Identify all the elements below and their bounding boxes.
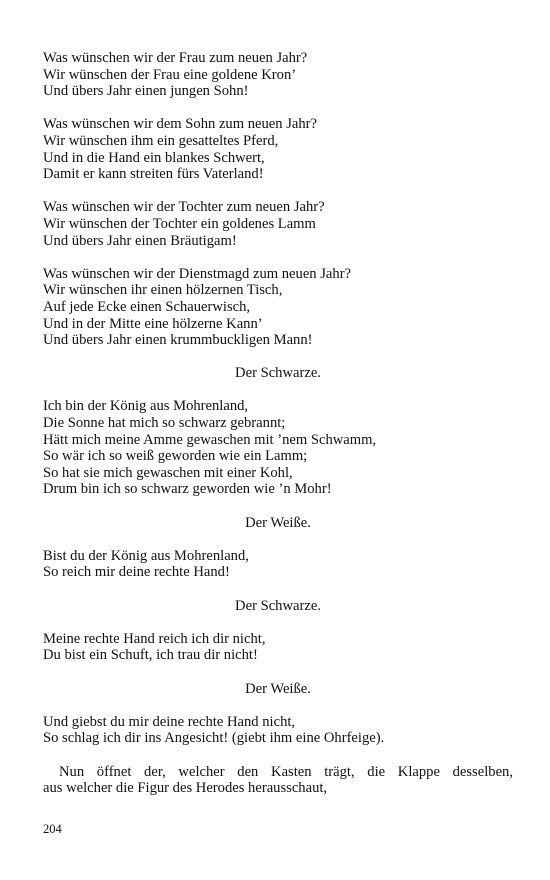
verse-line: Ich bin der König aus Mohrenland,	[43, 398, 249, 415]
verse-stanza	[43, 116, 513, 182]
verse-stanza	[43, 398, 513, 498]
verse-stanza	[43, 548, 513, 581]
verse-line: Damit er kann streiten fürs Vaterland!	[43, 166, 264, 183]
verse-stanza	[43, 266, 513, 349]
prose-line: Nun öffnet der, welcher den Kasten trägt, die Klappe desselben,	[59, 763, 513, 780]
verse-line: Was wünschen wir der Tochter zum neuen Jahr?	[43, 199, 325, 216]
verse-stanza	[43, 631, 513, 664]
verse-line: Und übers Jahr einen krummbuckligen Mann!	[43, 332, 313, 349]
page-number: 204	[43, 822, 62, 836]
verse-stanza	[43, 199, 513, 249]
verse-line: So hat sie mich gewaschen mit einer Kohl,	[43, 464, 293, 481]
prose-paragraph	[43, 764, 513, 797]
verse-stanza	[43, 50, 513, 100]
speaker-heading: Der Schwarze.	[235, 597, 321, 614]
verse-line: Die Sonne hat mich so schwarz gebrannt;	[43, 415, 286, 432]
verse-line: Was wünschen wir dem Sohn zum neuen Jahr?	[43, 116, 318, 133]
speaker-heading: Der Weiße.	[245, 514, 311, 531]
verse-line: Und übers Jahr einen Bräutigam!	[43, 232, 237, 249]
verse-line: Wir wünschen ihr einen hölzernen Tisch,	[43, 282, 283, 299]
speaker-heading: Der Schwarze.	[235, 365, 321, 382]
verse-line: Wir wünschen der Tochter ein goldenes Lamm	[43, 215, 316, 232]
verse-line: Wir wünschen der Frau eine goldene Kron’	[43, 66, 297, 83]
verse-line: Und übers Jahr einen jungen Sohn!	[43, 83, 249, 100]
verse-line: Und in der Mitte eine hölzerne Kann’	[43, 315, 263, 332]
verse-line: Meine rechte Hand reich ich dir nicht,	[43, 630, 266, 647]
verse-line: Drum bin ich so schwarz geworden wie ’n Mohr!	[43, 481, 332, 498]
verse-line: Du bist ein Schuft, ich trau dir nicht!	[43, 647, 258, 664]
verse-line: Bist du der König aus Mohrenland,	[43, 547, 249, 564]
verse-line: Was wünschen wir der Frau zum neuen Jahr?	[43, 50, 308, 66]
verse-stanza	[43, 714, 513, 747]
verse-line: Was wünschen wir der Dienstmagd zum neuen Jahr?	[43, 265, 352, 282]
verse-line: Wir wünschen ihm ein gesatteltes Pferd,	[43, 132, 279, 149]
verse-line: So reich mir deine rechte Hand!	[43, 564, 230, 581]
verse-line: Hätt mich meine Amme gewaschen mit ’nem Schwamm,	[43, 431, 377, 448]
verse-line: Und in die Hand ein blankes Schwert,	[43, 149, 265, 166]
verse-line: Auf jede Ecke einen Schauerwisch,	[43, 298, 251, 315]
verse-line: Und giebst du mir deine rechte Hand nicht,	[43, 713, 296, 730]
prose-line: aus welcher die Figur des Herodes herausschaut,	[43, 780, 328, 797]
verse-line: So wär ich so weiß geworden wie ein Lamm;	[43, 448, 308, 465]
page-body	[43, 50, 513, 797]
speaker-heading: Der Weiße.	[245, 680, 311, 697]
verse-line: So schlag ich dir ins Angesicht! (giebt ihm eine Ohrfeige).	[43, 730, 385, 747]
